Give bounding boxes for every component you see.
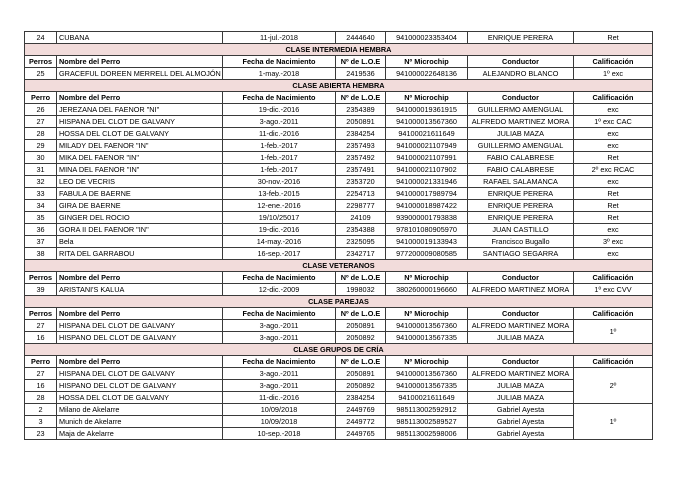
col-header-grade: Calificación bbox=[574, 356, 653, 368]
table-row bbox=[25, 332, 653, 344]
handler: JUAN CASTILLO bbox=[468, 224, 574, 236]
handler: ALEJANDRO BLANCO bbox=[468, 68, 574, 80]
col-header-name: Nombre del Perro bbox=[57, 308, 223, 320]
dog-name: HISPANA DEL CLOT DE GALVANY bbox=[57, 368, 223, 380]
dog-number: 27 bbox=[25, 320, 57, 332]
handler: FABIO CALABRESE bbox=[468, 164, 574, 176]
col-header-microchip: Nº Microchip bbox=[386, 356, 468, 368]
birth-date: 3-ago.-2011 bbox=[223, 116, 336, 128]
results-table bbox=[24, 31, 653, 440]
dog-name: Bela bbox=[57, 236, 223, 248]
microchip: 941000019361915 bbox=[386, 104, 468, 116]
handler: JULIAB MAZA bbox=[468, 332, 574, 344]
birth-date: 14-may.-2016 bbox=[223, 236, 336, 248]
birth-date: 3-ago.-2011 bbox=[223, 320, 336, 332]
microchip: 939000001793838 bbox=[386, 212, 468, 224]
grade: 1º bbox=[574, 404, 653, 440]
loe-number: 2050892 bbox=[336, 380, 386, 392]
section-title-row bbox=[25, 344, 653, 356]
section-title-row bbox=[25, 80, 653, 92]
grade: 1º exc bbox=[574, 68, 653, 80]
table-row bbox=[25, 212, 653, 224]
microchip: 941000017989794 bbox=[386, 188, 468, 200]
loe-number: 2449765 bbox=[336, 428, 386, 440]
loe-number: 2357493 bbox=[336, 140, 386, 152]
dog-number: 37 bbox=[25, 236, 57, 248]
loe-number: 1998032 bbox=[336, 284, 386, 296]
birth-date: 12-dic.-2009 bbox=[223, 284, 336, 296]
table-row bbox=[25, 392, 653, 404]
dog-name: GIRA DE BAERNE bbox=[57, 200, 223, 212]
grade: Ret bbox=[574, 188, 653, 200]
grade: 1º bbox=[574, 320, 653, 344]
handler: GUILLERMO AMENGUAL bbox=[468, 104, 574, 116]
col-header-handler: Conductor bbox=[468, 308, 574, 320]
col-header-loe: Nº de L.O.E bbox=[336, 92, 386, 104]
col-header-grade: Calificación bbox=[574, 56, 653, 68]
header-row bbox=[25, 92, 653, 104]
birth-date: 1-may.-2018 bbox=[223, 68, 336, 80]
birth-date: 13-feb.-2015 bbox=[223, 188, 336, 200]
grade: exc bbox=[574, 104, 653, 116]
col-header-grade: Calificación bbox=[574, 92, 653, 104]
col-header-birth-date: Fecha de Nacimiento bbox=[223, 56, 336, 68]
loe-number: 2050892 bbox=[336, 332, 386, 344]
header-row bbox=[25, 272, 653, 284]
results-body bbox=[25, 32, 653, 440]
grade: exc bbox=[574, 128, 653, 140]
table-row bbox=[25, 248, 653, 260]
microchip: 941000013567360 bbox=[386, 116, 468, 128]
dog-number: 26 bbox=[25, 104, 57, 116]
birth-date: 19-dic.-2016 bbox=[223, 224, 336, 236]
microchip: 94100021611649 bbox=[386, 392, 468, 404]
grade: Ret bbox=[574, 200, 653, 212]
birth-date: 1-feb.-2017 bbox=[223, 140, 336, 152]
dog-number: 25 bbox=[25, 68, 57, 80]
table-row bbox=[25, 416, 653, 428]
table-row bbox=[25, 200, 653, 212]
col-header-name: Nombre del Perro bbox=[57, 92, 223, 104]
grade: Ret bbox=[574, 212, 653, 224]
header-row bbox=[25, 56, 653, 68]
dog-number: 35 bbox=[25, 212, 57, 224]
handler: GUILLERMO AMENGUAL bbox=[468, 140, 574, 152]
loe-number: 2384254 bbox=[336, 128, 386, 140]
col-header-handler: Conductor bbox=[468, 356, 574, 368]
dog-name: FABULA DE BAERNE bbox=[57, 188, 223, 200]
microchip: 941000018987422 bbox=[386, 200, 468, 212]
loe-number: 24109 bbox=[336, 212, 386, 224]
loe-number: 2354389 bbox=[336, 104, 386, 116]
col-header-handler: Conductor bbox=[468, 56, 574, 68]
table-row bbox=[25, 236, 653, 248]
loe-number: 2050891 bbox=[336, 116, 386, 128]
grade: exc bbox=[574, 224, 653, 236]
handler: JULIAB MAZA bbox=[468, 128, 574, 140]
grade: exc bbox=[574, 140, 653, 152]
section-title: CLASE VETERANOS bbox=[25, 260, 653, 272]
handler: JULIAB MAZA bbox=[468, 380, 574, 392]
table-row bbox=[25, 320, 653, 332]
col-header-microchip: Nº Microchip bbox=[386, 92, 468, 104]
dog-number: 31 bbox=[25, 164, 57, 176]
col-header-microchip: Nº Microchip bbox=[386, 308, 468, 320]
dog-name: HOSSA DEL CLOT DE GALVANY bbox=[57, 392, 223, 404]
birth-date: 3-ago.-2011 bbox=[223, 380, 336, 392]
birth-date: 11-dic.-2016 bbox=[223, 128, 336, 140]
table-row bbox=[25, 104, 653, 116]
dog-number: 23 bbox=[25, 428, 57, 440]
section-title: CLASE INTERMEDIA HEMBRA bbox=[25, 44, 653, 56]
handler: ENRIQUE PERERA bbox=[468, 200, 574, 212]
microchip: 941000013567360 bbox=[386, 368, 468, 380]
handler: ALFREDO MARTINEZ MORA bbox=[468, 116, 574, 128]
birth-date: 10/09/2018 bbox=[223, 416, 336, 428]
dog-name: HISPANA DEL CLOT DE GALVANY bbox=[57, 116, 223, 128]
col-header-handler: Conductor bbox=[468, 272, 574, 284]
table-row bbox=[25, 152, 653, 164]
dog-number: 34 bbox=[25, 200, 57, 212]
col-header-grade: Calificación bbox=[574, 272, 653, 284]
table-row bbox=[25, 68, 653, 80]
section-title: CLASE GRUPOS DE CRÍA bbox=[25, 344, 653, 356]
table-row bbox=[25, 176, 653, 188]
handler: SANTIAGO SEGARRA bbox=[468, 248, 574, 260]
section-title: CLASE PAREJAS bbox=[25, 296, 653, 308]
col-header-number: Perros bbox=[25, 308, 57, 320]
dog-name: MIKA DEL FAENOR "IN" bbox=[57, 152, 223, 164]
dog-number: 16 bbox=[25, 380, 57, 392]
loe-number: 2357491 bbox=[336, 164, 386, 176]
handler: Francisco Bugallo bbox=[468, 236, 574, 248]
table-row bbox=[25, 368, 653, 380]
loe-number: 2449772 bbox=[336, 416, 386, 428]
col-header-number: Perro bbox=[25, 356, 57, 368]
handler: RAFAEL SALAMANCA bbox=[468, 176, 574, 188]
col-header-name: Nombre del Perro bbox=[57, 56, 223, 68]
handler: JULIAB MAZA bbox=[468, 392, 574, 404]
microchip: 977200009080585 bbox=[386, 248, 468, 260]
dog-name: Milano de Akelarre bbox=[57, 404, 223, 416]
table-row bbox=[25, 284, 653, 296]
section-title-row bbox=[25, 44, 653, 56]
col-header-name: Nombre del Perro bbox=[57, 356, 223, 368]
loe-number: 2357492 bbox=[336, 152, 386, 164]
col-header-number: Perro bbox=[25, 92, 57, 104]
dog-name: Maja de Akelarre bbox=[57, 428, 223, 440]
handler: ENRIQUE PERERA bbox=[468, 188, 574, 200]
dog-name: MILADY DEL FAENOR "IN" bbox=[57, 140, 223, 152]
loe-number: 2050891 bbox=[336, 320, 386, 332]
microchip: 941000013567335 bbox=[386, 332, 468, 344]
col-header-microchip: Nº Microchip bbox=[386, 56, 468, 68]
dog-number: 36 bbox=[25, 224, 57, 236]
grade: Ret bbox=[574, 32, 653, 44]
dog-name: HISPANO DEL CLOT DE GALVANY bbox=[57, 380, 223, 392]
birth-date: 30-nov.-2016 bbox=[223, 176, 336, 188]
birth-date: 12-ene.-2016 bbox=[223, 200, 336, 212]
dog-name: ARISTANI'S KALUA bbox=[57, 284, 223, 296]
grade: 2º exc RCAC bbox=[574, 164, 653, 176]
grade: 2º bbox=[574, 368, 653, 404]
loe-number: 2449769 bbox=[336, 404, 386, 416]
dog-number: 32 bbox=[25, 176, 57, 188]
microchip: 985113002589527 bbox=[386, 416, 468, 428]
grade: 1º exc CVV bbox=[574, 284, 653, 296]
microchip: 941000022648136 bbox=[386, 68, 468, 80]
handler: FABIO CALABRESE bbox=[468, 152, 574, 164]
dog-name: HOSSA DEL CLOT DE GALVANY bbox=[57, 128, 223, 140]
microchip: 94100021611649 bbox=[386, 128, 468, 140]
microchip: 941000021107991 bbox=[386, 152, 468, 164]
table-row bbox=[25, 380, 653, 392]
dog-number: 29 bbox=[25, 140, 57, 152]
dog-name: CUBANA bbox=[57, 32, 223, 44]
dog-name: HISPANO DEL CLOT DE GALVANY bbox=[57, 332, 223, 344]
loe-number: 2444640 bbox=[336, 32, 386, 44]
handler: ALFREDO MARTINEZ MORA bbox=[468, 284, 574, 296]
microchip: 941000021107902 bbox=[386, 164, 468, 176]
col-header-number: Perros bbox=[25, 56, 57, 68]
dog-number: 24 bbox=[25, 32, 57, 44]
section-title-row bbox=[25, 260, 653, 272]
handler: ENRIQUE PERERA bbox=[468, 212, 574, 224]
col-header-birth-date: Fecha de Nacimiento bbox=[223, 308, 336, 320]
microchip: 380260000196660 bbox=[386, 284, 468, 296]
microchip: 941000021331946 bbox=[386, 176, 468, 188]
col-header-loe: Nº de L.O.E bbox=[336, 356, 386, 368]
birth-date: 19/10/25017 bbox=[223, 212, 336, 224]
dog-number: 27 bbox=[25, 368, 57, 380]
table-row bbox=[25, 140, 653, 152]
dog-name: Munich de Akelarre bbox=[57, 416, 223, 428]
table-row bbox=[25, 32, 653, 44]
dog-number: 28 bbox=[25, 128, 57, 140]
table-row bbox=[25, 116, 653, 128]
col-header-name: Nombre del Perro bbox=[57, 272, 223, 284]
section-title: CLASE ABIERTA HEMBRA bbox=[25, 80, 653, 92]
col-header-microchip: Nº Microchip bbox=[386, 272, 468, 284]
dog-name: JEREZANA DEL FAENOR "NI" bbox=[57, 104, 223, 116]
dog-name: GORA II DEL FAENOR "IN" bbox=[57, 224, 223, 236]
dog-name: LEO DE VECRIS bbox=[57, 176, 223, 188]
loe-number: 2384254 bbox=[336, 392, 386, 404]
dog-name: HISPANA DEL CLOT DE GALVANY bbox=[57, 320, 223, 332]
microchip: 941000019133943 bbox=[386, 236, 468, 248]
microchip: 985113002592912 bbox=[386, 404, 468, 416]
table-row bbox=[25, 224, 653, 236]
microchip: 941000023353404 bbox=[386, 32, 468, 44]
birth-date: 1-feb.-2017 bbox=[223, 152, 336, 164]
loe-number: 2298777 bbox=[336, 200, 386, 212]
dog-number: 3 bbox=[25, 416, 57, 428]
dog-number: 38 bbox=[25, 248, 57, 260]
loe-number: 2342717 bbox=[336, 248, 386, 260]
microchip: 978101080905970 bbox=[386, 224, 468, 236]
col-header-loe: Nº de L.O.E bbox=[336, 308, 386, 320]
birth-date: 10-sep.-2018 bbox=[223, 428, 336, 440]
loe-number: 2419536 bbox=[336, 68, 386, 80]
dog-number: 28 bbox=[25, 392, 57, 404]
header-row bbox=[25, 308, 653, 320]
handler: ALFREDO MARTINEZ MORA bbox=[468, 368, 574, 380]
col-header-loe: Nº de L.O.E bbox=[336, 272, 386, 284]
birth-date: 3-ago.-2011 bbox=[223, 332, 336, 344]
loe-number: 2325095 bbox=[336, 236, 386, 248]
grade: 1º exc CAC bbox=[574, 116, 653, 128]
col-header-birth-date: Fecha de Nacimiento bbox=[223, 356, 336, 368]
birth-date: 19-dic.-2016 bbox=[223, 104, 336, 116]
col-header-loe: Nº de L.O.E bbox=[336, 56, 386, 68]
grade: exc bbox=[574, 176, 653, 188]
grade: Ret bbox=[574, 152, 653, 164]
dog-name: GINGER DEL ROCIO bbox=[57, 212, 223, 224]
table-row bbox=[25, 188, 653, 200]
table-row bbox=[25, 128, 653, 140]
microchip: 985113002598006 bbox=[386, 428, 468, 440]
loe-number: 2353720 bbox=[336, 176, 386, 188]
dog-number: 16 bbox=[25, 332, 57, 344]
dog-name: MINA DEL FAENOR "IN" bbox=[57, 164, 223, 176]
table-row bbox=[25, 428, 653, 440]
handler: Gabriel Ayesta bbox=[468, 404, 574, 416]
dog-number: 27 bbox=[25, 116, 57, 128]
handler: ENRIQUE PERERA bbox=[468, 32, 574, 44]
grade: 3º exc bbox=[574, 236, 653, 248]
microchip: 941000013567335 bbox=[386, 380, 468, 392]
loe-number: 2050891 bbox=[336, 368, 386, 380]
section-title-row bbox=[25, 296, 653, 308]
col-header-number: Perros bbox=[25, 272, 57, 284]
table-row bbox=[25, 404, 653, 416]
table-row bbox=[25, 164, 653, 176]
microchip: 941000021107949 bbox=[386, 140, 468, 152]
birth-date: 16-sep.-2017 bbox=[223, 248, 336, 260]
grade: exc bbox=[574, 248, 653, 260]
birth-date: 10/09/2018 bbox=[223, 404, 336, 416]
dog-number: 2 bbox=[25, 404, 57, 416]
header-row bbox=[25, 356, 653, 368]
loe-number: 2254713 bbox=[336, 188, 386, 200]
dog-name: GRACEFUL DOREEN MERRELL DEL ALMOJÓN bbox=[57, 68, 223, 80]
birth-date: 11-dic.-2016 bbox=[223, 392, 336, 404]
birth-date: 1-feb.-2017 bbox=[223, 164, 336, 176]
microchip: 941000013567360 bbox=[386, 320, 468, 332]
dog-number: 33 bbox=[25, 188, 57, 200]
handler: Gabriel Ayesta bbox=[468, 428, 574, 440]
col-header-grade: Calificación bbox=[574, 308, 653, 320]
col-header-birth-date: Fecha de Nacimiento bbox=[223, 272, 336, 284]
col-header-handler: Conductor bbox=[468, 92, 574, 104]
col-header-birth-date: Fecha de Nacimiento bbox=[223, 92, 336, 104]
birth-date: 3-ago.-2011 bbox=[223, 368, 336, 380]
loe-number: 2354388 bbox=[336, 224, 386, 236]
dog-number: 30 bbox=[25, 152, 57, 164]
dog-number: 39 bbox=[25, 284, 57, 296]
handler: ALFREDO MARTINEZ MORA bbox=[468, 320, 574, 332]
handler: Gabriel Ayesta bbox=[468, 416, 574, 428]
dog-name: RITA DEL GARRABOU bbox=[57, 248, 223, 260]
birth-date: 11-jul.-2018 bbox=[223, 32, 336, 44]
